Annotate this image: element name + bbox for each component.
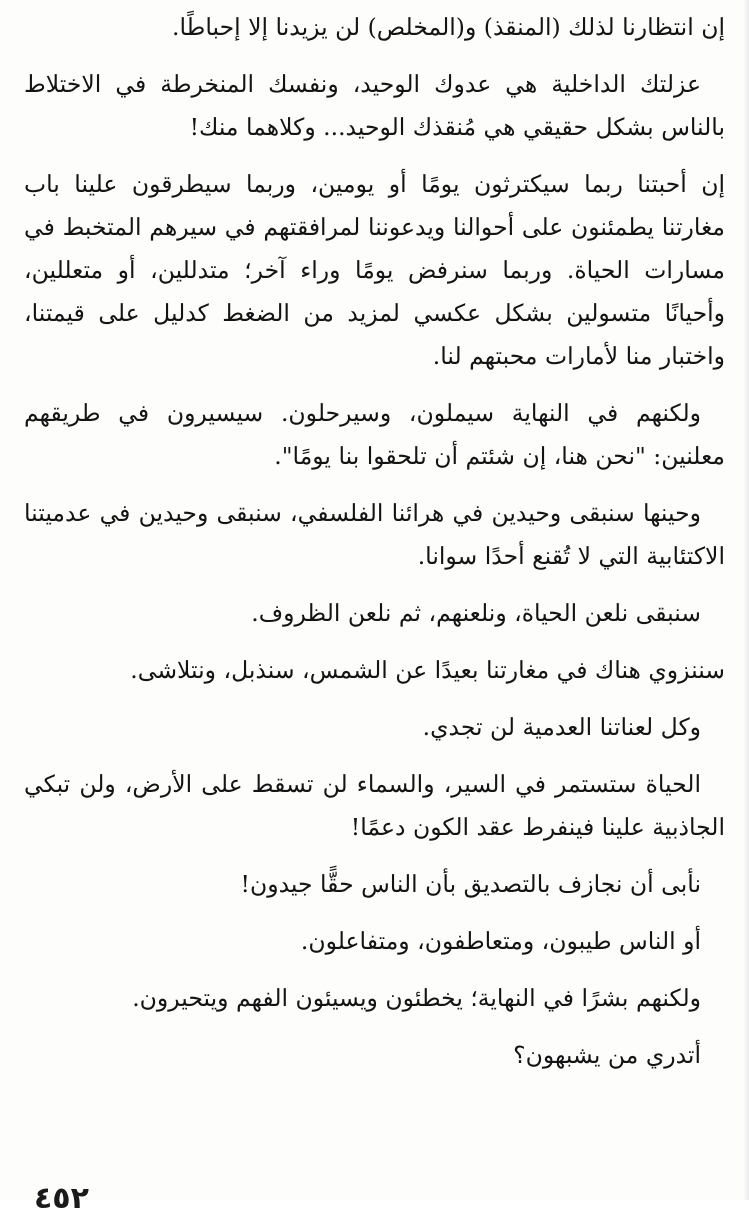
paragraph-1: إن انتظارنا لذلك (المنقذ) و(المخلص) لن يزيدنا إلا إحباطًا. xyxy=(172,13,725,41)
paragraph-12: ولكنهم بشرًا في النهاية؛ يخطئون ويسيئون الفهم ويتحيرون. xyxy=(132,984,701,1012)
paragraph-6: سنبقى نلعن الحياة، ونلعنهم، ثم نلعن الظروف. xyxy=(251,599,701,627)
page-number: ٤٥٢ xyxy=(34,1181,89,1216)
paragraph-13: أتدري من يشبهون؟ xyxy=(513,1041,701,1069)
page-text-body xyxy=(24,6,725,1091)
page-edge-shadow xyxy=(743,0,749,1200)
paragraph-4: ولكنهم في النهاية سيملون، وسيرحلون. سيسيرون في طريقهم معلنين: "نحن هنا، إن شئتم أن تلحقوا بنا يومًا". xyxy=(24,399,725,470)
paragraph-10: نأبى أن نجازف بالتصديق بأن الناس حقًّا جيدون! xyxy=(240,870,701,898)
paragraph-11: أو الناس طيبون، ومتعاطفون، ومتفاعلون. xyxy=(300,927,701,955)
paragraph-7: سننزوي هناك في مغارتنا بعيدًا عن الشمس، سنذبل، ونتلاشى. xyxy=(130,656,725,684)
paragraph-3: إن أحبتنا ربما سيكترثون يومًا أو يومين، وربما سيطرقون علينا باب مغارتنا يطمئنون على أحوالنا ويدعوننا لمرافقتهم في سيرهم المتخبط في مسارات الحياة. وربما سنرفض يومًا وراء آخر؛ متدللين، أو متعللين، وأحيانًا متسولين بشكل عكسي لمزيد من الضغط كدليل على قيمتنا، واختبار منا لأمارات محبتهم لنا. xyxy=(24,170,725,370)
paragraph-9: الحياة ستستمر في السير، والسماء لن تسقط على الأرض، ولن تبكي الجاذبية علينا فينفرط عقد الكون دعمًا! xyxy=(24,770,725,841)
paragraph-2: عزلتك الداخلية هي عدوك الوحيد، ونفسك المنخرطة في الاختلاط بالناس بشكل حقيقي هي مُنقذك الوحيد... وكلاهما منك! xyxy=(24,70,725,141)
paragraph-5: وحينها سنبقى وحيدين في هرائنا الفلسفي، سنبقى وحيدين في عدميتنا الاكتئابية التي لا تُقنع أحدًا سوانا. xyxy=(24,499,725,570)
paragraph-8: وكل لعناتنا العدمية لن تجدي. xyxy=(422,713,701,741)
